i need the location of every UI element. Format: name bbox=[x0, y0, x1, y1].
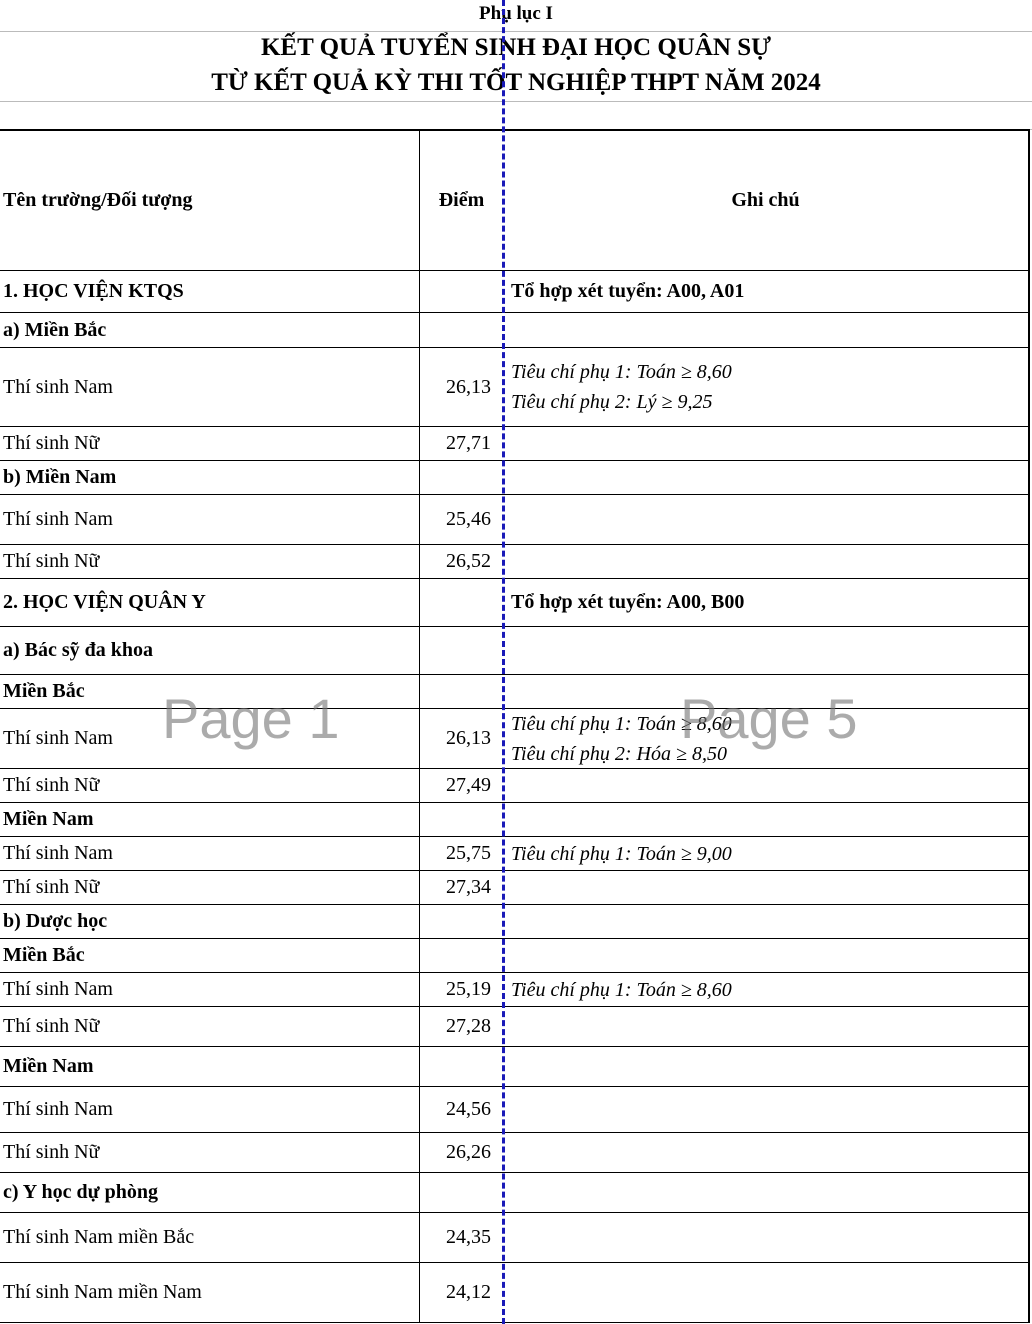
row-name: Thí sinh Nữ bbox=[0, 427, 420, 460]
row-note bbox=[503, 871, 1030, 904]
row-score: 26,13 bbox=[446, 375, 491, 398]
row-name: 1. HỌC VIỆN KTQS bbox=[0, 271, 420, 312]
note-line: Tiêu chí phụ 1: Toán ≥ 8,60 bbox=[511, 978, 732, 1001]
row-name: Thí sinh Nam miền Nam bbox=[0, 1263, 420, 1322]
row-score bbox=[420, 461, 503, 494]
table-row bbox=[0, 1087, 1030, 1133]
row-name: Miền Nam bbox=[0, 803, 420, 836]
row-note bbox=[503, 1087, 1030, 1132]
note-line: Tiêu chí phụ 1: Toán ≥ 9,00 bbox=[511, 842, 732, 865]
header-note: Ghi chú bbox=[503, 130, 1030, 270]
row-note bbox=[503, 313, 1030, 347]
table-row bbox=[0, 627, 1030, 675]
row-score: 24,12 bbox=[446, 1281, 491, 1303]
header-score: Điểm bbox=[438, 188, 485, 211]
table-row bbox=[0, 837, 1030, 871]
row-score bbox=[420, 627, 503, 674]
row-note bbox=[503, 1007, 1030, 1046]
row-note bbox=[503, 627, 1030, 674]
row-score: 25,46 bbox=[446, 508, 491, 530]
row-score: 25,75 bbox=[446, 842, 491, 864]
table-row bbox=[0, 939, 1030, 973]
divider bbox=[0, 31, 1032, 32]
row-name: c) Y học dự phòng bbox=[0, 1173, 420, 1212]
row-score bbox=[420, 1047, 503, 1086]
row-name: Thí sinh Nữ bbox=[0, 1133, 420, 1172]
note-line: Tổ hợp xét tuyển: A00, B00 bbox=[511, 591, 745, 613]
table-row bbox=[0, 313, 1030, 348]
row-name: Miền Bắc bbox=[0, 675, 420, 708]
note-line: Tiêu chí phụ 2: Hóa ≥ 8,50 bbox=[511, 742, 727, 765]
row-score bbox=[420, 1173, 503, 1212]
table-row bbox=[0, 769, 1030, 803]
appendix-label: Phụ lục I bbox=[479, 3, 553, 24]
row-name: Thí sinh Nữ bbox=[0, 1007, 420, 1046]
row-score: 26,52 bbox=[446, 550, 491, 572]
row-name: Thí sinh Nam bbox=[0, 1087, 420, 1132]
row-score bbox=[420, 803, 503, 836]
row-name: b) Miền Nam bbox=[0, 461, 420, 494]
page-break-line[interactable] bbox=[502, 0, 505, 1324]
row-name: a) Bác sỹ đa khoa bbox=[0, 627, 420, 674]
row-note bbox=[503, 495, 1030, 544]
row-score: 24,56 bbox=[446, 1098, 491, 1120]
table-row bbox=[0, 1213, 1030, 1263]
row-name: Miền Nam bbox=[0, 1047, 420, 1086]
note-line: Tiêu chí phụ 1: Toán ≥ 8,60 bbox=[511, 712, 732, 735]
table-row bbox=[0, 803, 1030, 837]
row-name: Thí sinh Nam bbox=[0, 348, 420, 426]
row-note bbox=[503, 939, 1030, 972]
row-note bbox=[503, 803, 1030, 836]
row-name: Thí sinh Nam bbox=[0, 709, 420, 768]
table-row bbox=[0, 579, 1030, 627]
row-note bbox=[503, 905, 1030, 938]
table-row bbox=[0, 709, 1030, 769]
table-row bbox=[0, 1263, 1030, 1323]
row-note bbox=[503, 427, 1030, 460]
divider bbox=[0, 101, 1032, 102]
table-row bbox=[0, 461, 1030, 495]
table-row bbox=[0, 348, 1030, 427]
table-row bbox=[0, 1133, 1030, 1173]
table-row bbox=[0, 675, 1030, 709]
row-score: 24,35 bbox=[446, 1226, 491, 1248]
row-score bbox=[420, 313, 503, 347]
row-score: 27,71 bbox=[446, 432, 491, 454]
row-name: Thí sinh Nam bbox=[0, 973, 420, 1006]
row-note bbox=[503, 1133, 1030, 1172]
row-score bbox=[420, 579, 503, 626]
row-note bbox=[503, 973, 1030, 1006]
row-name: Miền Bắc bbox=[0, 939, 420, 972]
table-row bbox=[0, 905, 1030, 939]
row-name: Thí sinh Nữ bbox=[0, 871, 420, 904]
row-name: 2. HỌC VIỆN QUÂN Y bbox=[0, 579, 420, 626]
row-note bbox=[503, 769, 1030, 802]
row-score bbox=[420, 675, 503, 708]
row-score bbox=[420, 271, 503, 312]
row-name: Thí sinh Nam bbox=[0, 495, 420, 544]
row-note bbox=[503, 1173, 1030, 1212]
row-note bbox=[503, 579, 1030, 626]
table-header-row bbox=[0, 130, 1030, 271]
row-name: Thí sinh Nữ bbox=[0, 769, 420, 802]
row-note bbox=[503, 1263, 1030, 1322]
note-line: Tiêu chí phụ 2: Lý ≥ 9,25 bbox=[511, 391, 713, 413]
table-row bbox=[0, 545, 1030, 579]
table-row bbox=[0, 1173, 1030, 1213]
row-score: 27,34 bbox=[446, 876, 491, 898]
row-score: 27,49 bbox=[446, 774, 491, 796]
page-watermark-right: Page 5 bbox=[680, 687, 858, 750]
row-score: 26,13 bbox=[446, 727, 491, 749]
row-name: Thí sinh Nam bbox=[0, 837, 420, 870]
row-name: Thí sinh Nam miền Bắc bbox=[0, 1213, 420, 1262]
row-note bbox=[503, 271, 1030, 312]
row-note bbox=[503, 1047, 1030, 1086]
row-score bbox=[420, 939, 503, 972]
row-score: 26,26 bbox=[446, 1141, 491, 1163]
page-title: KẾT QUẢ TUYỂN SINH ĐẠI HỌC QUÂN SỰ bbox=[260, 34, 772, 61]
row-note bbox=[503, 837, 1030, 870]
row-score: 27,28 bbox=[446, 1015, 491, 1037]
table-row bbox=[0, 271, 1030, 313]
note-line: Tổ hợp xét tuyển: A00, A01 bbox=[511, 280, 745, 302]
table-row bbox=[0, 973, 1030, 1007]
row-name: b) Dược học bbox=[0, 905, 420, 938]
row-note bbox=[503, 1213, 1030, 1262]
table-row bbox=[0, 495, 1030, 545]
row-name: a) Miền Bắc bbox=[0, 313, 420, 347]
row-note bbox=[503, 545, 1030, 578]
note-line: Tiêu chí phụ 1: Toán ≥ 8,60 bbox=[511, 361, 732, 383]
header-name: Tên trường/Đối tượng bbox=[0, 130, 420, 270]
row-name: Thí sinh Nữ bbox=[0, 545, 420, 578]
row-score bbox=[420, 905, 503, 938]
row-note bbox=[503, 461, 1030, 494]
page-subtitle: TỪ KẾT QUẢ KỲ THI TỐT NGHIỆP THPT NĂM 2024 bbox=[211, 69, 821, 96]
table-row bbox=[0, 1047, 1030, 1087]
page-watermark-left: Page 1 bbox=[162, 687, 340, 750]
table-row bbox=[0, 427, 1030, 461]
table-row bbox=[0, 871, 1030, 905]
row-score: 25,19 bbox=[446, 978, 491, 1000]
row-note bbox=[503, 348, 1030, 426]
table-row bbox=[0, 1007, 1030, 1047]
